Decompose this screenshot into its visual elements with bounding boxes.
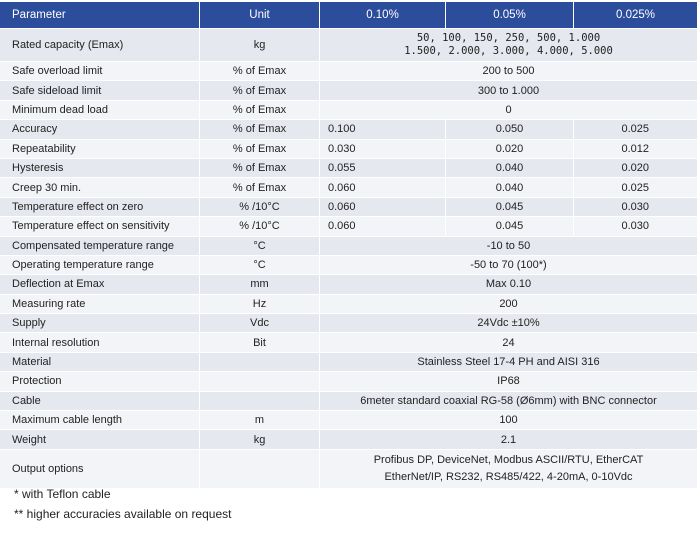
table-row xyxy=(0,216,698,235)
table-row xyxy=(0,28,698,61)
row-unit: kg xyxy=(200,429,320,448)
value-acc-010: 0.060 xyxy=(320,216,446,235)
table-row xyxy=(0,332,698,351)
footnote-accuracies: ** higher accuracies available on request xyxy=(14,507,232,521)
value-acc-005: 0.040 xyxy=(446,158,574,177)
table-row xyxy=(0,158,698,177)
row-label: Accuracy xyxy=(0,119,200,138)
table-row xyxy=(0,274,698,293)
table-row xyxy=(0,119,698,138)
row-unit xyxy=(200,391,320,410)
table-row xyxy=(0,236,698,255)
row-unit: % /10°C xyxy=(200,216,320,235)
row-unit: % /10°C xyxy=(200,197,320,216)
footnote-teflon: * with Teflon cable xyxy=(14,487,111,501)
row-value: 24 xyxy=(320,332,698,351)
row-unit: Bit xyxy=(200,332,320,351)
output-options-line1: Profibus DP, DeviceNet, Modbus ASCII/RTU, EtherCAT xyxy=(373,453,644,466)
rated-capacity-line2: 1.500, 2.000, 3.000, 4.000, 5.000 xyxy=(404,45,613,57)
row-label: Weight xyxy=(0,429,200,448)
row-label: Cable xyxy=(0,391,200,410)
value-acc-010: 0.055 xyxy=(320,158,446,177)
row-value: IP68 xyxy=(320,371,698,390)
table-row xyxy=(0,177,698,196)
row-label: Maximum cable length xyxy=(0,410,200,429)
row-unit: % of Emax xyxy=(200,119,320,138)
table-row xyxy=(0,294,698,313)
row-label: Protection xyxy=(0,371,200,390)
table-row xyxy=(0,352,698,371)
row-unit xyxy=(200,371,320,390)
row-unit xyxy=(200,352,320,371)
value-acc-010: 0.060 xyxy=(320,177,446,196)
row-value: 2.1 xyxy=(320,429,698,448)
table-row xyxy=(0,313,698,332)
row-unit: % of Emax xyxy=(200,61,320,80)
row-unit: % of Emax xyxy=(200,100,320,119)
row-value: 300 to 1.000 xyxy=(320,80,698,99)
row-label: Minimum dead load xyxy=(0,100,200,119)
row-label: Deflection at Emax xyxy=(0,274,200,293)
row-value: 200 to 500 xyxy=(320,61,698,80)
header-unit: Unit xyxy=(200,2,320,28)
row-unit: % of Emax xyxy=(200,139,320,158)
rated-capacity-line1: 50, 100, 150, 250, 500, 1.000 xyxy=(416,32,601,44)
value-acc-005: 0.045 xyxy=(446,216,574,235)
row-value: 6meter standard coaxial RG-58 (Ø6mm) with BNC connector xyxy=(320,391,698,410)
row-label: Creep 30 min. xyxy=(0,177,200,196)
table-header-row xyxy=(0,2,698,28)
row-value: 0 xyxy=(320,100,698,119)
output-options-values xyxy=(320,449,698,488)
row-label: Material xyxy=(0,352,200,371)
header-parameter: Parameter xyxy=(0,2,200,28)
specifications-table xyxy=(0,2,698,488)
value-acc-0025: 0.030 xyxy=(574,216,698,235)
row-label: Temperature effect on zero xyxy=(0,197,200,216)
row-unit: kg xyxy=(200,28,320,61)
value-acc-010: 0.100 xyxy=(320,119,446,138)
row-label: Safe sideload limit xyxy=(0,80,200,99)
value-acc-0025: 0.020 xyxy=(574,158,698,177)
row-value: 100 xyxy=(320,410,698,429)
value-acc-0025: 0.025 xyxy=(574,177,698,196)
row-value: 24Vdc ±10% xyxy=(320,313,698,332)
footnotes xyxy=(14,484,231,524)
table-row xyxy=(0,391,698,410)
rated-capacity-values xyxy=(320,28,698,61)
row-unit: Hz xyxy=(200,294,320,313)
row-unit: °C xyxy=(200,255,320,274)
output-options-line2: EtherNet/IP, RS232, RS485/422, 4-20mA, 0-10Vdc xyxy=(384,470,633,483)
row-unit xyxy=(200,449,320,488)
value-acc-010: 0.030 xyxy=(320,139,446,158)
row-unit: Vdc xyxy=(200,313,320,332)
row-label: Rated capacity (Emax) xyxy=(0,28,200,61)
header-accuracy-0025: 0.025% xyxy=(574,2,698,28)
row-label: Hysteresis xyxy=(0,158,200,177)
header-accuracy-005: 0.05% xyxy=(446,2,574,28)
row-unit: mm xyxy=(200,274,320,293)
row-value: Stainless Steel 17-4 PH and AISI 316 xyxy=(320,352,698,371)
row-unit: m xyxy=(200,410,320,429)
row-value: -10 to 50 xyxy=(320,236,698,255)
table-row xyxy=(0,449,698,488)
row-unit: °C xyxy=(200,236,320,255)
table-row xyxy=(0,80,698,99)
row-label: Output options xyxy=(0,449,200,488)
table-row xyxy=(0,255,698,274)
row-label: Internal resolution xyxy=(0,332,200,351)
table-row xyxy=(0,429,698,448)
table-row xyxy=(0,139,698,158)
table-row xyxy=(0,100,698,119)
value-acc-0025: 0.030 xyxy=(574,197,698,216)
row-label: Safe overload limit xyxy=(0,61,200,80)
value-acc-010: 0.060 xyxy=(320,197,446,216)
row-unit: % of Emax xyxy=(200,158,320,177)
table-row xyxy=(0,371,698,390)
row-value: Max 0.10 xyxy=(320,274,698,293)
header-accuracy-010: 0.10% xyxy=(320,2,446,28)
value-acc-005: 0.040 xyxy=(446,177,574,196)
value-acc-0025: 0.025 xyxy=(574,119,698,138)
value-acc-005: 0.045 xyxy=(446,197,574,216)
row-unit: % of Emax xyxy=(200,80,320,99)
table-row xyxy=(0,410,698,429)
row-label: Repeatability xyxy=(0,139,200,158)
row-value: -50 to 70 (100*) xyxy=(320,255,698,274)
row-label: Operating temperature range xyxy=(0,255,200,274)
row-label: Compensated temperature range xyxy=(0,236,200,255)
row-label: Measuring rate xyxy=(0,294,200,313)
row-label: Temperature effect on sensitivity xyxy=(0,216,200,235)
row-label: Supply xyxy=(0,313,200,332)
row-value: 200 xyxy=(320,294,698,313)
value-acc-005: 0.050 xyxy=(446,119,574,138)
row-unit: % of Emax xyxy=(200,177,320,196)
table-row xyxy=(0,61,698,80)
value-acc-0025: 0.012 xyxy=(574,139,698,158)
table-row xyxy=(0,197,698,216)
value-acc-005: 0.020 xyxy=(446,139,574,158)
